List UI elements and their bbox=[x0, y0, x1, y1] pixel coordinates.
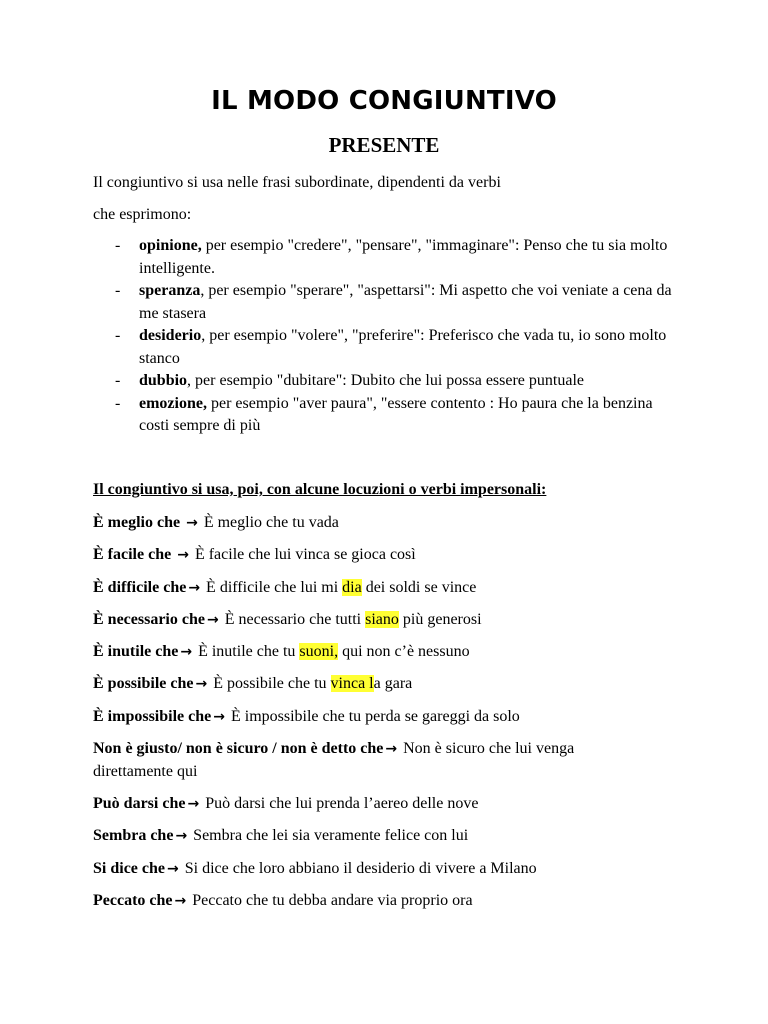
highlighted-verb: suoni, bbox=[299, 643, 339, 661]
list-item-text: per esempio "credere", "pensare", "immaginare": Penso che tu sia molto intelligente. bbox=[139, 237, 668, 277]
arrow-right-icon: → bbox=[195, 676, 208, 693]
arrow-right-icon: → bbox=[385, 741, 398, 758]
section-heading: Il congiuntivo si usa, poi, con alcune locuzioni o verbi impersonali: bbox=[93, 481, 547, 498]
expression-row bbox=[93, 825, 653, 848]
list-dash: - bbox=[115, 394, 121, 412]
list-item-term: emozione, bbox=[139, 394, 207, 412]
expression-row bbox=[93, 673, 653, 696]
list-item-text: , per esempio "sperare", "aspettarsi": Mi aspetto che voi veniate a cena da me stasera bbox=[139, 282, 672, 322]
expression-label: È necessario che bbox=[93, 610, 205, 628]
arrow-right-icon: → bbox=[213, 708, 225, 725]
expression-row bbox=[93, 641, 653, 664]
expression-row bbox=[93, 706, 653, 729]
document-subtitle: PRESENTE bbox=[328, 133, 440, 157]
arrow-right-icon: → bbox=[187, 796, 200, 813]
list-item-term: desiderio bbox=[139, 327, 202, 344]
expression-row bbox=[93, 890, 653, 913]
list-item-text: per esempio "aver paura", "essere contento : Ho paura che la benzina costi sempre di più bbox=[139, 394, 653, 434]
arrow-right-icon: → bbox=[206, 611, 219, 628]
expression-label: È difficile che bbox=[93, 578, 187, 596]
example-text-after: più generosi bbox=[398, 610, 482, 628]
arrow-right-icon: → bbox=[174, 892, 187, 909]
expression-row bbox=[93, 512, 653, 535]
example-text: Non è sicuro che lui venga direttamente qui bbox=[93, 740, 575, 780]
expression-row bbox=[93, 577, 653, 600]
expression-row bbox=[93, 793, 653, 816]
list-item bbox=[93, 370, 683, 393]
impersonal-expressions-list bbox=[93, 512, 653, 922]
list-dash: - bbox=[115, 327, 121, 344]
expression-label: Può darsi che bbox=[93, 795, 186, 813]
expression-label: È impossibile che bbox=[93, 707, 212, 725]
expression-label: Peccato che bbox=[93, 891, 173, 909]
intro-line-2: che esprimono: bbox=[93, 206, 192, 223]
list-dash: - bbox=[115, 282, 121, 299]
expression-label: Si dice che bbox=[93, 859, 165, 877]
example-text: È necessario che tutti bbox=[220, 610, 366, 628]
example-text: È inutile che tu bbox=[194, 643, 300, 661]
list-item-term: opinione, bbox=[139, 237, 202, 254]
highlighted-verb: dia bbox=[342, 578, 362, 596]
example-text-after: qui non c’è nessuno bbox=[338, 643, 470, 661]
document-title: IL MODO CONGIUNTIVO bbox=[211, 86, 557, 116]
expression-label: È meglio che bbox=[93, 514, 181, 531]
expression-label: Sembra che bbox=[93, 827, 174, 845]
arrow-right-icon: → bbox=[186, 515, 198, 531]
expression-label: È facile che bbox=[93, 546, 172, 564]
expression-row bbox=[93, 738, 653, 783]
highlighted-verb: vinca l bbox=[330, 675, 374, 693]
example-text: Sembra che lei sia veramente felice con lui bbox=[189, 827, 469, 845]
expression-label: Non è giusto/ non è sicuro / non è detto che bbox=[93, 740, 384, 758]
list-item bbox=[93, 325, 683, 370]
arrow-right-icon: → bbox=[180, 644, 193, 661]
verb-category-list bbox=[93, 235, 683, 438]
example-text: È impossibile che tu perda se gareggi da solo bbox=[226, 707, 520, 725]
list-item bbox=[93, 280, 683, 325]
list-item-term: dubbio bbox=[139, 372, 188, 389]
expression-row bbox=[93, 858, 653, 881]
example-text: Si dice che loro abbiano il desiderio di vivere a Milano bbox=[180, 859, 537, 877]
example-text: Può darsi che lui prenda l’aereo delle nove bbox=[201, 795, 479, 813]
arrow-right-icon: → bbox=[177, 547, 189, 564]
example-text: È difficile che lui mi bbox=[202, 578, 343, 596]
arrow-right-icon: → bbox=[175, 828, 188, 845]
expression-label: È inutile che bbox=[93, 643, 179, 661]
example-text-after: dei soldi se vince bbox=[361, 578, 477, 596]
arrow-right-icon: → bbox=[188, 579, 201, 596]
list-item bbox=[93, 393, 683, 438]
expression-row bbox=[93, 544, 653, 567]
example-text-after: a gara bbox=[373, 675, 413, 693]
list-item-text: , per esempio "dubitare": Dubito che lui possa essere puntuale bbox=[187, 372, 584, 389]
list-dash: - bbox=[115, 237, 121, 254]
expression-label: È possibile che bbox=[93, 675, 194, 693]
intro-line-1: Il congiuntivo si usa nelle frasi subordinate, dipendenti da verbi bbox=[93, 174, 501, 191]
list-dash: - bbox=[115, 372, 121, 389]
example-text: È meglio che tu vada bbox=[199, 514, 339, 531]
list-item-text: , per esempio "volere", "preferire": Preferisco che vada tu, io sono molto stanco bbox=[139, 327, 667, 367]
highlighted-verb: siano bbox=[365, 610, 399, 628]
arrow-right-icon: → bbox=[167, 860, 179, 877]
example-text: Peccato che tu debba andare via proprio ora bbox=[188, 891, 473, 909]
example-text: È facile che lui vinca se gioca così bbox=[190, 546, 416, 564]
list-item-term: speranza bbox=[139, 282, 201, 299]
expression-row bbox=[93, 609, 653, 632]
list-item bbox=[93, 235, 683, 280]
example-text: È possibile che tu bbox=[209, 675, 331, 693]
